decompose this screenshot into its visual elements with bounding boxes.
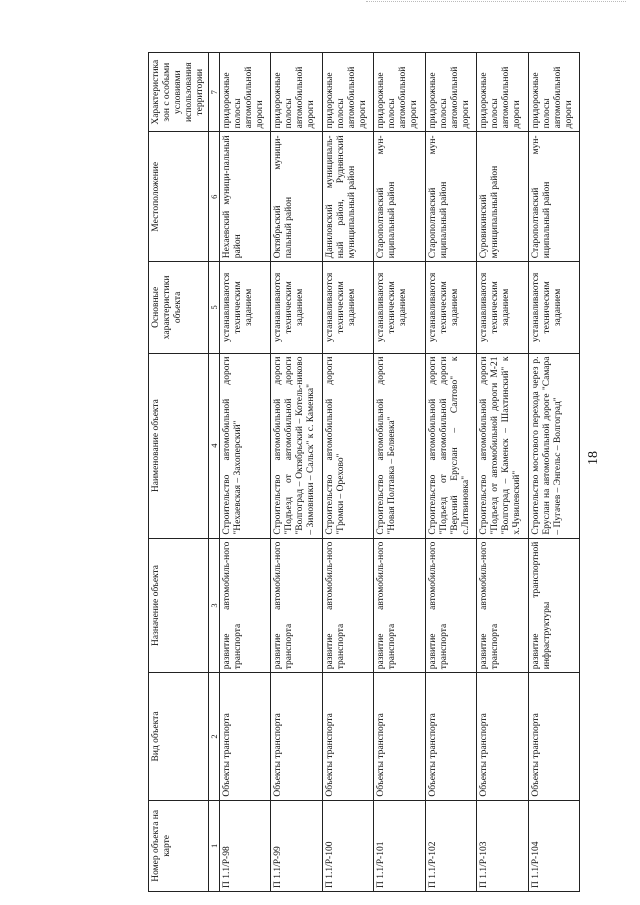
- object-number: П 1.1/Р-101: [374, 800, 425, 891]
- object-name: Строительство автомобильной дороги "Громки – Орехово": [322, 353, 373, 538]
- object-number: П 1.1/Р-100: [322, 800, 373, 891]
- header-cell: Основные характеристики объекта: [149, 262, 209, 353]
- object-characteristics: устанавливаются техническим заданием: [220, 262, 271, 353]
- object-type: Объекты транспорта: [322, 673, 373, 800]
- header-cell: Номер объекта на карте: [149, 800, 209, 891]
- table-row: [220, 53, 271, 892]
- column-number: 7: [209, 53, 220, 132]
- object-zones: придорожные полосы автомобильной дороги: [477, 53, 528, 132]
- object-characteristics: устанавливаются техническим заданием: [528, 262, 579, 353]
- object-type: Объекты транспорта: [374, 673, 425, 800]
- table-row: [322, 53, 373, 892]
- table-row: [477, 53, 528, 892]
- object-number: П 1.1/Р-103: [477, 800, 528, 891]
- header-cell: Местоположение: [149, 132, 209, 262]
- object-location: Старополтавский мун-иципальный район: [425, 132, 476, 262]
- column-number: 1: [209, 800, 220, 891]
- object-location: Суровикинский муниципальный район: [477, 132, 528, 262]
- object-location: Даниловский муниципаль-ный район, Руднянский муниципальный район: [322, 132, 373, 262]
- object-name: Строительство автомобильной дороги "Подъезд от автомобильной дороги "Волгоград – Октябрьский – Котель-никово – Зимовники – Сальск" к с. Каменка": [271, 353, 322, 538]
- object-number: П 1.1/Р-98: [220, 800, 271, 891]
- column-number: 5: [209, 262, 220, 353]
- object-characteristics: устанавливаются техническим заданием: [477, 262, 528, 353]
- page-number: 18: [586, 451, 601, 465]
- header-cell: Наименование объекта: [149, 353, 209, 538]
- object-type: Объекты транспорта: [477, 673, 528, 800]
- table-row: [425, 53, 476, 892]
- object-location: Старополтавский мун-иципальный район: [528, 132, 579, 262]
- object-purpose: развитие автомобиль-ного транспорта: [425, 538, 476, 673]
- table-row: [271, 53, 322, 892]
- object-type: Объекты транспорта: [528, 673, 579, 800]
- column-number: 3: [209, 538, 220, 673]
- header-row: [149, 53, 209, 892]
- object-location: Нехаевский муници-пальный район: [220, 132, 271, 262]
- object-zones: придорожные полосы автомобильной дороги: [374, 53, 425, 132]
- object-type: Объекты транспорта: [271, 673, 322, 800]
- object-zones: придорожные полосы автомобильной дороги: [528, 53, 579, 132]
- table-row: [374, 53, 425, 892]
- objects-table: [148, 52, 580, 892]
- table-row: [528, 53, 579, 892]
- object-purpose: развитие автомобиль-ного транспорта: [477, 538, 528, 673]
- scan-artifact: [366, 1, 626, 5]
- object-purpose: развитие автомобиль-ного транспорта: [220, 538, 271, 673]
- object-characteristics: устанавливаются техническим заданием: [271, 262, 322, 353]
- column-number-row: [209, 53, 220, 892]
- object-name: Строительство автомобильной дороги "Подъезд от автомобильной дороги "Верхний Еруслан – Салтово" к с.Литвиновка": [425, 353, 476, 538]
- object-type: Объекты транспорта: [425, 673, 476, 800]
- object-number: П 1.1/Р-104: [528, 800, 579, 891]
- object-name: Строительство мостового перехода через р. Еруслан на автомобильной дороге "Самара – Пугачев – Энгельс – Волгоград": [528, 353, 579, 538]
- object-purpose: развитие автомобиль-ного транспорта: [271, 538, 322, 673]
- object-type: Объекты транспорта: [220, 673, 271, 800]
- object-name: Строительство автомобильной дороги "Новая Полтавка – Беляевка": [374, 353, 425, 538]
- object-purpose: развитие автомобиль-ного транспорта: [322, 538, 373, 673]
- rotated-table-wrapper: [148, 52, 580, 892]
- object-purpose: развитие автомобиль-ного транспорта: [374, 538, 425, 673]
- object-purpose: развитие транспортной инфраструктуры: [528, 538, 579, 673]
- column-number: 2: [209, 673, 220, 800]
- column-number: 6: [209, 132, 220, 262]
- object-characteristics: устанавливаются техническим заданием: [322, 262, 373, 353]
- object-zones: придорожные полосы автомобильной дороги: [322, 53, 373, 132]
- header-cell: Характеристика зон с особыми условиями использования территории: [149, 53, 209, 132]
- object-number: П 1.1/Р-102: [425, 800, 476, 891]
- header-cell: Назначение объекта: [149, 538, 209, 673]
- header-cell: Вид объекта: [149, 673, 209, 800]
- object-number: П 1.1/Р-99: [271, 800, 322, 891]
- column-number: 4: [209, 353, 220, 538]
- object-location: Октябрьский муници-пальный район: [271, 132, 322, 262]
- object-zones: придорожные полосы автомобильной дороги: [220, 53, 271, 132]
- object-name: Строительство автомобильной дороги "Подъезд от автомобильной дороги М-21 "Волгоград – Каменск – Шахтинский" к х.Чувилевский": [477, 353, 528, 538]
- object-location: Старополтавский мун-иципальный район: [374, 132, 425, 262]
- object-characteristics: устанавливаются техническим заданием: [425, 262, 476, 353]
- object-characteristics: устанавливаются техническим заданием: [374, 262, 425, 353]
- object-zones: придорожные полосы автомобильной дороги: [425, 53, 476, 132]
- object-zones: придорожные полосы автомобильной дороги: [271, 53, 322, 132]
- object-name: Строительство автомобильной дороги "Нехаевская – Захоперский": [220, 353, 271, 538]
